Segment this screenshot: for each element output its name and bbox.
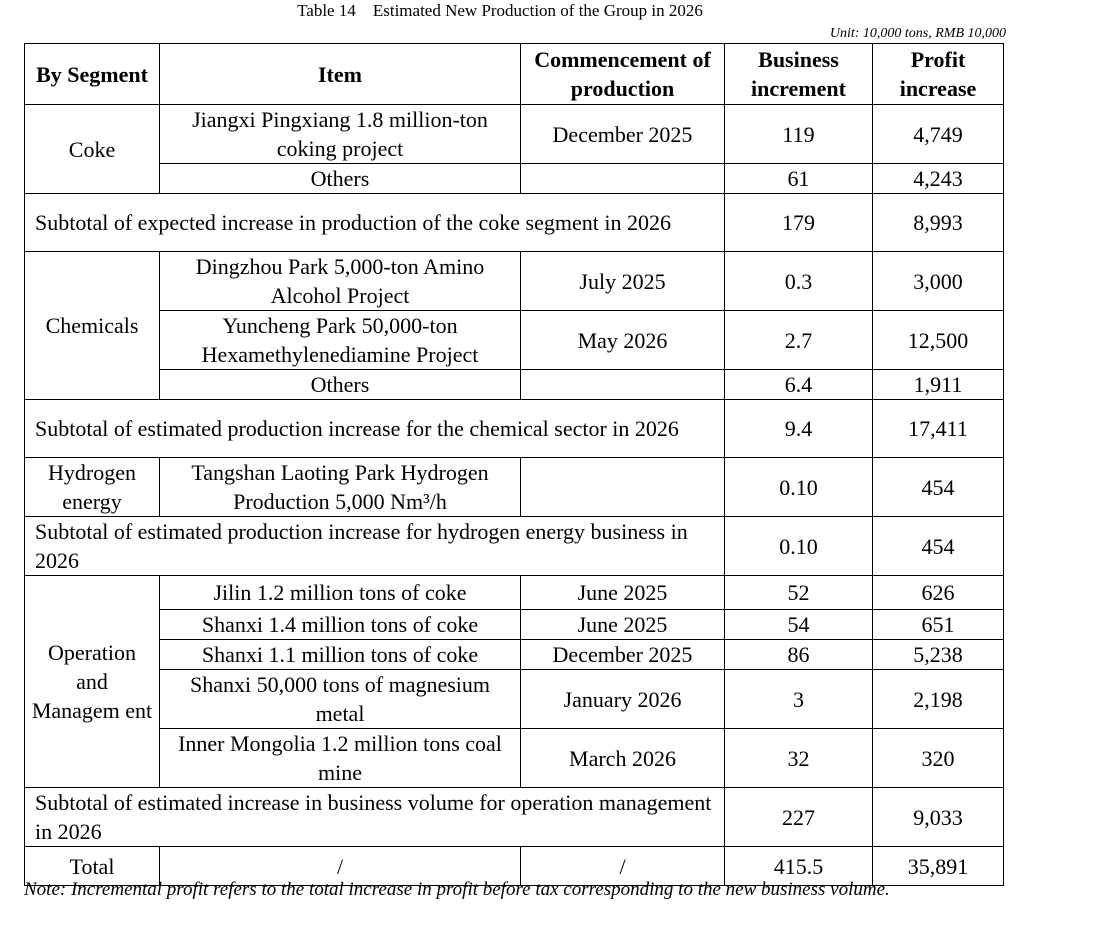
profit-cell: 4,749 bbox=[873, 105, 1004, 164]
profit-cell: 651 bbox=[873, 610, 1004, 640]
date-cell: December 2025 bbox=[521, 640, 725, 670]
subtotal-row bbox=[25, 517, 1004, 576]
item-cell: Tangshan Laoting Park Hydrogen Production 5,000 Nm³/h bbox=[160, 458, 521, 517]
date-cell bbox=[521, 458, 725, 517]
date-cell: December 2025 bbox=[521, 105, 725, 164]
business-cell: 415.5 bbox=[725, 847, 873, 886]
table-row bbox=[25, 311, 1004, 370]
item-cell: Shanxi 50,000 tons of magnesium metal bbox=[160, 670, 521, 729]
business-cell: 9.4 bbox=[725, 400, 873, 458]
item-cell: Inner Mongolia 1.2 million tons coal mine bbox=[160, 729, 521, 788]
business-cell: 52 bbox=[725, 576, 873, 610]
business-cell: 32 bbox=[725, 729, 873, 788]
profit-cell: 626 bbox=[873, 576, 1004, 610]
table-note: Note: Incremental profit refers to the total increase in profit before tax corresponding to the new business volume. bbox=[24, 879, 890, 900]
profit-cell: 320 bbox=[873, 729, 1004, 788]
table-row bbox=[25, 105, 1004, 164]
profit-cell: 3,000 bbox=[873, 252, 1004, 311]
date-cell: June 2025 bbox=[521, 610, 725, 640]
date-cell: July 2025 bbox=[521, 252, 725, 311]
profit-cell: 454 bbox=[873, 458, 1004, 517]
production-table bbox=[24, 43, 1004, 886]
date-cell bbox=[521, 370, 725, 400]
profit-cell: 35,891 bbox=[873, 847, 1004, 886]
profit-cell: 9,033 bbox=[873, 788, 1004, 847]
table-row bbox=[25, 610, 1004, 640]
segment-cell: Chemicals bbox=[25, 252, 160, 400]
subtotal-row bbox=[25, 400, 1004, 458]
item-cell: Shanxi 1.1 million tons of coke bbox=[160, 640, 521, 670]
table-caption: Table 14 Estimated New Production of the Group in 2026 bbox=[297, 1, 703, 20]
business-cell: 2.7 bbox=[725, 311, 873, 370]
item-cell: Others bbox=[160, 164, 521, 194]
date-cell: March 2026 bbox=[521, 729, 725, 788]
header-commencement: Commencement of production bbox=[521, 44, 725, 105]
total-label: Total bbox=[25, 847, 160, 886]
profit-cell: 5,238 bbox=[873, 640, 1004, 670]
profit-cell: 12,500 bbox=[873, 311, 1004, 370]
business-cell: 86 bbox=[725, 640, 873, 670]
subtotal-label: Subtotal of estimated increase in business volume for operation management in 2026 bbox=[25, 788, 725, 847]
table-row bbox=[25, 670, 1004, 729]
subtotal-label: Subtotal of estimated production increase for hydrogen energy business in 2026 bbox=[25, 517, 725, 576]
subtotal-row bbox=[25, 194, 1004, 252]
profit-cell: 17,411 bbox=[873, 400, 1004, 458]
table-row bbox=[25, 640, 1004, 670]
business-cell: 61 bbox=[725, 164, 873, 194]
business-cell: 119 bbox=[725, 105, 873, 164]
item-cell: Jiangxi Pingxiang 1.8 million-ton coking project bbox=[160, 105, 521, 164]
segment-cell: Operation and Managem ent bbox=[25, 576, 160, 788]
date-cell: January 2026 bbox=[521, 670, 725, 729]
header-item: Item bbox=[160, 44, 521, 105]
item-cell: / bbox=[160, 847, 521, 886]
business-cell: 0.3 bbox=[725, 252, 873, 311]
profit-cell: 1,911 bbox=[873, 370, 1004, 400]
date-cell bbox=[521, 164, 725, 194]
profit-cell: 454 bbox=[873, 517, 1004, 576]
header-row bbox=[25, 44, 1004, 105]
item-cell: Yuncheng Park 50,000-ton Hexamethylenediamine Project bbox=[160, 311, 521, 370]
header-business: Business increment bbox=[725, 44, 873, 105]
subtotal-row bbox=[25, 788, 1004, 847]
table-row bbox=[25, 576, 1004, 610]
profit-cell: 8,993 bbox=[873, 194, 1004, 252]
subtotal-label: Subtotal of expected increase in production of the coke segment in 2026 bbox=[25, 194, 725, 252]
table-row bbox=[25, 458, 1004, 517]
header-segment: By Segment bbox=[25, 44, 160, 105]
business-cell: 3 bbox=[725, 670, 873, 729]
table-row bbox=[25, 252, 1004, 311]
business-cell: 6.4 bbox=[725, 370, 873, 400]
header-profit: Profit increase bbox=[873, 44, 1004, 105]
business-cell: 179 bbox=[725, 194, 873, 252]
table-row bbox=[25, 164, 1004, 194]
unit-label: Unit: 10,000 tons, RMB 10,000 bbox=[829, 26, 1006, 41]
subtotal-label: Subtotal of estimated production increase for the chemical sector in 2026 bbox=[25, 400, 725, 458]
table-row bbox=[25, 729, 1004, 788]
date-cell: / bbox=[521, 847, 725, 886]
business-cell: 0.10 bbox=[725, 458, 873, 517]
business-cell: 0.10 bbox=[725, 517, 873, 576]
profit-cell: 4,243 bbox=[873, 164, 1004, 194]
table-row bbox=[25, 370, 1004, 400]
date-cell: May 2026 bbox=[521, 311, 725, 370]
item-cell: Jilin 1.2 million tons of coke bbox=[160, 576, 521, 610]
segment-cell: Coke bbox=[25, 105, 160, 194]
date-cell: June 2025 bbox=[521, 576, 725, 610]
segment-cell: Hydrogen energy bbox=[25, 458, 160, 517]
item-cell: Dingzhou Park 5,000-ton Amino Alcohol Project bbox=[160, 252, 521, 311]
item-cell: Shanxi 1.4 million tons of coke bbox=[160, 610, 521, 640]
profit-cell: 2,198 bbox=[873, 670, 1004, 729]
item-cell: Others bbox=[160, 370, 521, 400]
business-cell: 54 bbox=[725, 610, 873, 640]
business-cell: 227 bbox=[725, 788, 873, 847]
